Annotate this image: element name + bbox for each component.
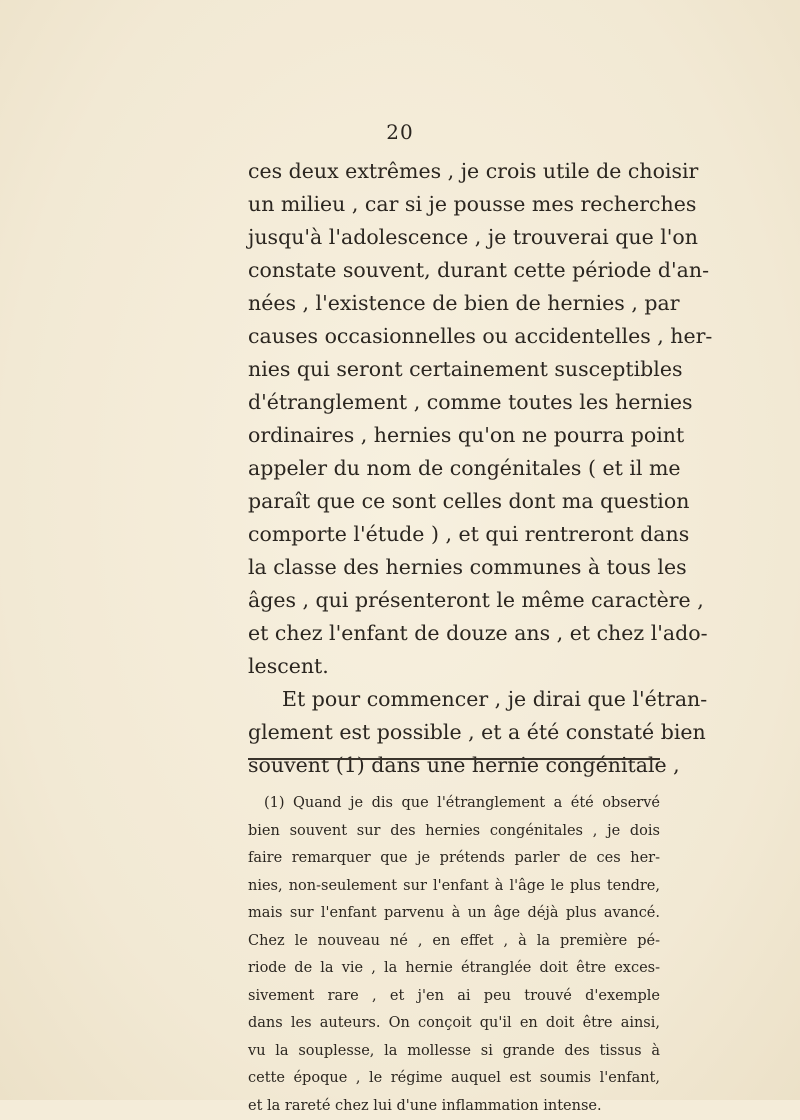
text-line: jusqu'à l'adolescence , je trouverai que l'on [248,221,660,254]
text-line: d'étranglement , comme toutes les hernies [248,386,660,419]
text-line: lescent. [248,650,660,683]
text-line: souvent (1) dans une hernie congénitale , [248,749,660,782]
footnote-line: et la rareté chez lui d'une inflammation intense. [248,1093,660,1120]
footnote-line: riode de la vie , la hernie étranglée doit être exces- [248,955,660,983]
footnote-line: dans les auteurs. On conçoit qu'il en doit être ainsi, [248,1010,660,1038]
footnote [248,790,660,1120]
text-line: la classe des hernies communes à tous les [248,551,660,584]
text-line: nées , l'existence de bien de hernies , par [248,287,660,320]
text-line: âges , qui présenteront le même caractère , [248,584,660,617]
footnote-line: cette époque , le régime auquel est soumis l'enfant, [248,1065,660,1093]
text-line: glement est possible , et a été constaté bien [248,716,660,749]
text-line: causes occasionnelles ou accidentelles , her- [248,320,660,353]
text-line: appeler du nom de congénitales ( et il me [248,452,660,485]
footnote-divider [248,758,660,760]
text-line: et chez l'enfant de douze ans , et chez l'ado- [248,617,660,650]
footnote-line: Chez le nouveau né , en effet , à la première pé- [248,928,660,956]
text-line: comporte l'étude ) , et qui rentreront dans [248,518,660,551]
text-line: un milieu , car si je pousse mes recherches [248,188,660,221]
footnote-line: mais sur l'enfant parvenu à un âge déjà plus avancé. [248,900,660,928]
paragraph-start-line: Et pour commencer , je dirai que l'étran- [248,683,660,716]
footnote-line: sivement rare , et j'en ai peu trouvé d'exemple [248,983,660,1011]
footnote-line: bien souvent sur des hernies congénitales , je dois [248,818,660,846]
footnote-line: (1) Quand je dis que l'étranglement a été observé [248,790,660,818]
main-text [248,155,660,782]
text-line: nies qui seront certainement susceptibles [248,353,660,386]
footnote-line: faire remarquer que je prétends parler de ces her- [248,845,660,873]
text-line: ordinaires , hernies qu'on ne pourra point [248,419,660,452]
footnote-line: vu la souplesse, la mollesse si grande des tissus à [248,1038,660,1066]
footnote-line: nies, non-seulement sur l'enfant à l'âge le plus tendre, [248,873,660,901]
text-line: paraît que ce sont celles dont ma question [248,485,660,518]
text-line: ces deux extrêmes , je crois utile de choisir [248,155,660,188]
page-number: 20 [0,120,800,144]
text-line: constate souvent, durant cette période d'an- [248,254,660,287]
